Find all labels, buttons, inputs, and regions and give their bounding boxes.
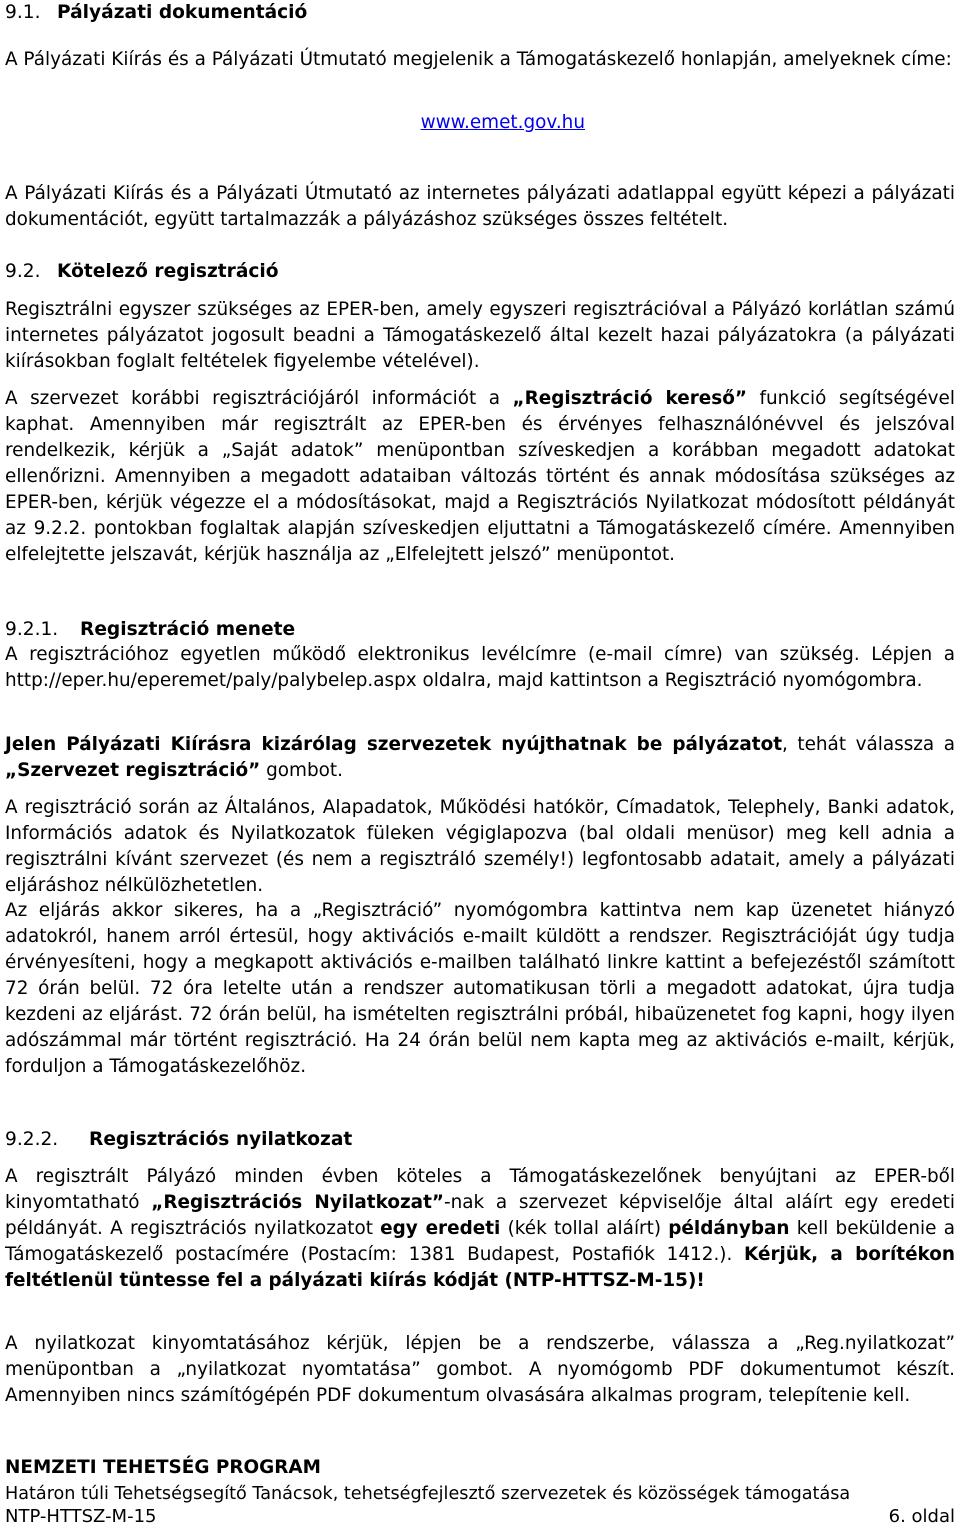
- section-number: 9.1.: [5, 2, 41, 23]
- section-title: Regisztráció menete: [80, 619, 296, 640]
- paragraph: A regisztráció során az Általános, Alapadatok, Működési hatókör, Címadatok, Telephely, Banki adatok, Információs adatok és Nyilatkozatok füleken végiglapozva (bal oldali menüsor) meg kell adnia a regisztrálni kívánt szervezet (és nem a regisztráló személy!) legfontosabb adatait, amely a pályázati eljáráshoz nélkülözhetetlen.: [5, 797, 955, 896]
- text-run: , tehát válassza a: [782, 734, 956, 755]
- text-run: kell beküldenie a Támogatáskezelő postacímére (Postacím: 1381 Budapest, Postafiók 1412.).: [5, 1218, 955, 1265]
- text-run: A szervezet korábbi regisztrációjáról információt a: [5, 388, 513, 409]
- section-heading-9-2-2: [5, 1127, 352, 1153]
- section-title: Pályázati dokumentáció: [57, 2, 308, 23]
- bold-text: „Szervezet regisztráció”: [5, 760, 261, 781]
- section-title: Kötelező regisztráció: [57, 261, 279, 282]
- paragraph: [5, 732, 955, 784]
- bold-text: Jelen Pályázati Kiírásra kizárólag szervezetek nyújthatnak be pályázatot: [5, 734, 782, 755]
- paragraph: Az eljárás akkor sikeres, ha a „Regisztráció” nyomógombra kattintva nem kap üzenetet hiányzó adatokról, hanem arról értesül, hogy aktivációs e-mailt küldött a rendszer. Regisztrációját úgy tudja érvényesíteni, hogy a megkapott aktivációs e-mailben található linkre kattint a befejezéstől számított 72 órán belül. 72 óra letelte után a rendszer automatikusan törli a megadott adatokat, újra tudja kezdeni az eljárást. 72 órán belül, ha ismételten regisztrálni próbál, hibaüzenetet fog kapni, hogy ilyen adószámmal már történt regisztráció. Ha 24 órán belül nem kapta meg az aktivációs e-mailt, kérjük, forduljon a Támogatáskezelőhöz.: [5, 900, 955, 1077]
- section-title: Regisztrációs nyilatkozat: [89, 1129, 353, 1150]
- text-run: A regisztrált Pályázó minden évben köteles a Támogatáskezelőnek benyújtani az EPER-ből kinyomtatható: [5, 1166, 955, 1213]
- bold-text: példányban: [668, 1218, 790, 1239]
- bold-text: „Regisztráció kereső”: [512, 388, 747, 409]
- paragraph: A Pályázati Kiírás és a Pályázati Útmutató az internetes pályázati adatlappal együtt képezi a pályázati dokumentációt, együtt tartalmazzák a pályázáshoz szükséges összes feltételt.: [5, 183, 955, 230]
- footer-subtitle: Határon túli Tehetségsegítő Tanácsok, tehetségfejlesztő szervezetek és közösségek támogatása: [5, 1484, 851, 1504]
- text-run: funkció segítségével kaphat. Amennyiben már regisztrált az EPER-ben és érvényes felhasználónévvel és jelszóval rendelkezik, kérjük a „Saját adatok” menüpontban szíveskedjen a korábban megadott adatokat ellenőrizni. Amennyiben a megadott adataiban változás történt és annak módosítása szükséges az EPER-ben, kérjük végezze el a módosításokat, majd a Regisztrációs Nyilatkozat módosított példányát az 9.2.2. pontokban foglaltak alapján szíveskedjen eljuttatni a Támogatáskezelő címére. Amennyiben elfelejtette jelszavát, kérjük használja az „Elfelejtett jelszó” menüpontot.: [5, 388, 955, 565]
- text-run: -nak a szervezet képviselője által aláírt egy eredeti példányát. A regisztrációs nyilatkozatot: [5, 1192, 955, 1239]
- section-number: 9.2.1.: [5, 619, 59, 640]
- footer-code: NTP-HTTSZ-M-15: [5, 1506, 157, 1527]
- paragraph: A nyilatkozat kinyomtatásához kérjük, lépjen be a rendszerbe, válassza a „Reg.nyilatkozat” menüpontban a „nyilatkozat nyomtatása” gombot. A nyomógomb PDF dokumentumot készít. Amennyiben nincs számítógépén PDF dokumentum olvasására alkalmas program, telepítenie kell.: [5, 1333, 955, 1406]
- paragraph: [5, 386, 955, 568]
- paragraph: A Pályázati Kiírás és a Pályázati Útmutató megjelenik a Támogatáskezelő honlapján, amelyeknek címe:: [5, 49, 952, 70]
- paragraph: Regisztrálni egyszer szükséges az EPER-ben, amely egyszeri regisztrációval a Pályázó korlátlan számú internetes pályázatot jogosult beadni a Támogatáskezelő által kezelt hazai pályázatokra (a pályázati kiírásokban foglalt feltételek figyelembe vételével).: [5, 299, 955, 372]
- section-number: 9.2.2.: [5, 1129, 59, 1150]
- section-heading-9-1: [5, 0, 307, 26]
- website-link[interactable]: www.emet.gov.hu: [420, 112, 585, 133]
- bold-text: Kérjük, a borítékon feltétlenül tüntesse fel a pályázati kiírás kódját (NTP-HTTSZ-M-15)!: [5, 1244, 955, 1291]
- section-heading-9-2: [5, 259, 279, 285]
- page-number: 6. oldal: [888, 1506, 955, 1527]
- bold-text: „Regisztrációs Nyilatkozat”: [151, 1192, 444, 1213]
- text-run: gombot.: [260, 760, 343, 781]
- section-heading-9-2-1: [5, 617, 295, 643]
- footer-program-title: NEMZETI TEHETSÉG PROGRAM: [5, 1457, 321, 1478]
- text-run: (kék tollal aláírt): [500, 1218, 669, 1239]
- bold-text: egy eredeti: [380, 1218, 501, 1239]
- paragraph: A regisztrációhoz egyetlen működő elektronikus levélcímre (e-mail címre) van szükség. Lépjen a http://eper.hu/eperemet/paly/palybelep.aspx oldalra, majd kattintson a Regisztráció nyomógombra.: [5, 644, 955, 691]
- section-number: 9.2.: [5, 261, 41, 282]
- paragraph: [5, 1164, 955, 1294]
